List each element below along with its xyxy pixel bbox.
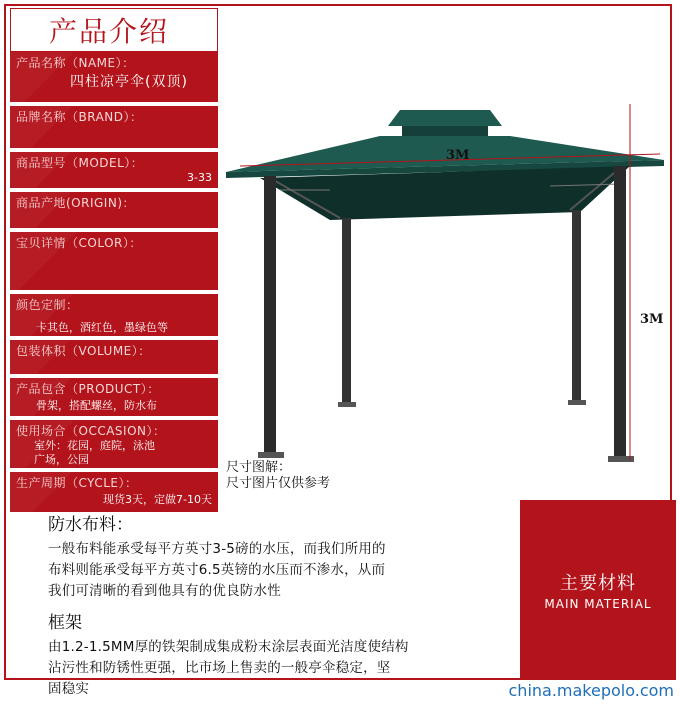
text-line: 我们可清晰的看到他具有的优良防水性: [48, 583, 281, 599]
post-front-left: [264, 176, 276, 454]
frame-text: [48, 637, 518, 700]
spec-row-model: [10, 152, 218, 188]
text-line: 固稳实: [48, 681, 90, 697]
text-line: 一般布料能承受每平方英寸3-5磅的水压，而我们所用的: [48, 541, 386, 557]
spec-value: 骨架，搭配螺丝，防水布: [36, 399, 157, 412]
main-material-en: MAIN MATERIAL: [544, 597, 652, 611]
text-line: 沾污性和防锈性更强，比市场上售卖的一般亭伞稳定，坚: [48, 660, 391, 676]
spec-row-product: [10, 378, 218, 416]
post-back-right: [572, 210, 581, 402]
post-front-right: [614, 166, 626, 458]
post-base: [258, 452, 284, 458]
waterproof-text: [48, 539, 518, 602]
spec-label: 使用场合（OCCASION）：: [16, 424, 166, 438]
main-material-cn: 主要材料: [560, 573, 636, 594]
dimension-width-label: 3M: [446, 148, 470, 163]
post-base: [338, 402, 356, 407]
spec-row-custom-color: [10, 294, 218, 336]
spec-value: 3-33: [187, 171, 212, 184]
spec-value: 现货3天，定做7-10天: [103, 493, 212, 506]
spec-sidebar: [10, 52, 218, 512]
spec-value: 卡其色，酒红色，墨绿色等: [36, 321, 168, 334]
material-description: [48, 510, 518, 706]
text-line: 由1.2-1.5MM厚的铁架制成集成粉末涂层表面光洁度使结构: [48, 639, 409, 655]
spec-row-origin: [10, 192, 218, 228]
post-back-left: [342, 218, 351, 404]
waterproof-heading: 防水布料：: [48, 515, 133, 535]
spec-row-volume: [10, 340, 218, 374]
spec-row-occasion: [10, 420, 218, 468]
watermark: china.makepolo.com: [508, 681, 674, 700]
spec-row-brand: [10, 106, 218, 148]
post-base: [568, 400, 586, 405]
spec-value: 四柱凉亭伞(双顶): [70, 74, 188, 90]
text-line: 布料则能承受每平方英寸6.5英镑的水压而不渗水，从而: [48, 562, 386, 578]
spec-label: 品牌名称（BRAND）：: [16, 110, 143, 124]
spec-label: 宝贝详情（COLOR）：: [16, 236, 142, 250]
title-box: [10, 8, 218, 52]
dimension-height-label: 3M: [640, 312, 664, 327]
spec-label: 生产周期（CYCLE）：: [16, 476, 138, 490]
spec-label: 商品产地(ORIGIN)：: [16, 196, 136, 210]
size-note: [226, 460, 330, 492]
spec-label: 颜色定制：: [16, 298, 79, 312]
frame-heading: 框架: [48, 613, 82, 633]
spec-row-color: [10, 232, 218, 290]
roof-top: [388, 110, 502, 126]
spec-value: 广场，公园: [34, 453, 89, 466]
spec-row-name: [10, 52, 218, 102]
size-note-line1: 尺寸图解：: [226, 460, 292, 475]
spec-label: 商品型号（MODEL）：: [16, 156, 144, 170]
spec-label: 产品包含（PRODUCT）：: [16, 382, 160, 396]
spec-label: 包装体积（VOLUME）：: [16, 344, 151, 358]
spec-value: 室外：花园，庭院，泳池: [34, 439, 155, 452]
page-title: 产品介绍: [49, 15, 170, 48]
roof-vent: [402, 126, 488, 136]
main-material-panel: [520, 500, 676, 680]
spec-label: 产品名称（NAME）：: [16, 56, 135, 70]
size-note-line2: 尺寸图片仅供参考: [226, 476, 331, 491]
